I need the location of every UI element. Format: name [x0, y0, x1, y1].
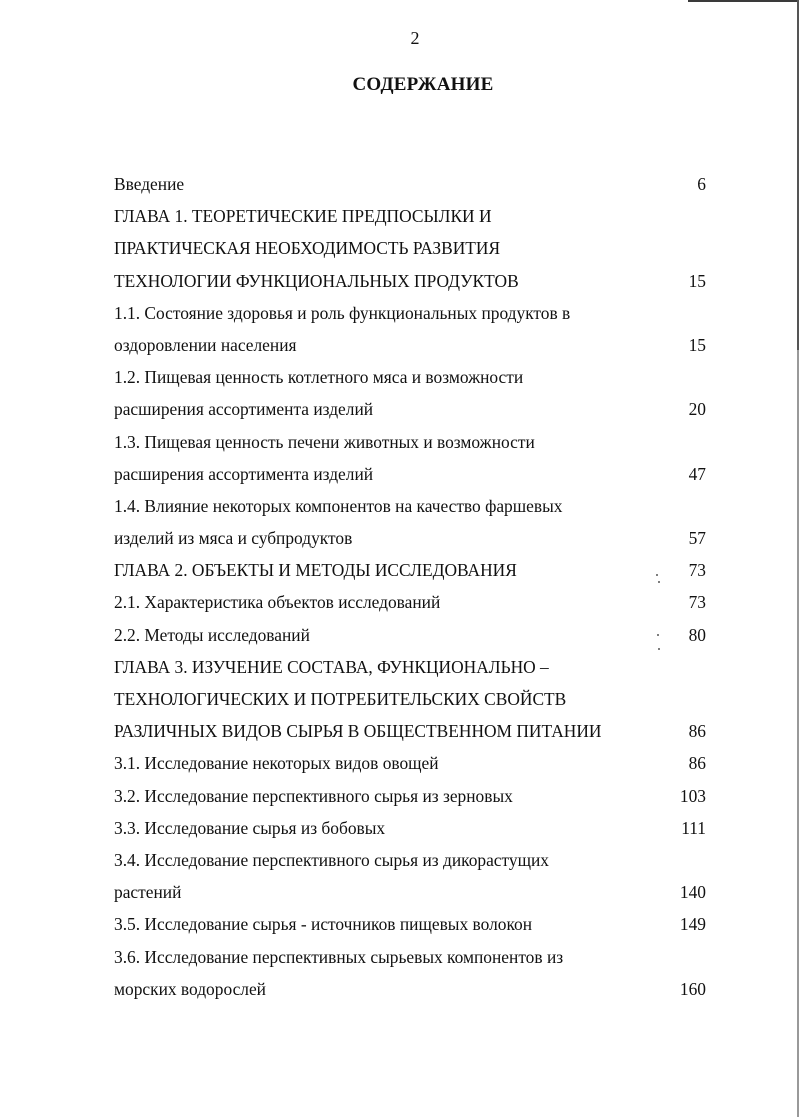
- toc-entry-text: 3.1. Исследование некоторых видов овощей: [114, 753, 439, 774]
- toc-entry-text: 3.5. Исследование сырья - источников пищевых волокон: [114, 914, 533, 935]
- scan-speck: [658, 581, 660, 583]
- toc-line: [114, 973, 706, 1005]
- toc-entry-text: 3.4. Исследование перспективного сырья из дикорастущих: [114, 849, 549, 870]
- toc-entry-text: изделий из мяса и субпродуктов: [114, 528, 353, 549]
- toc-line: [114, 941, 706, 973]
- toc-entry-text: 1.1. Состояние здоровья и роль функциональных продуктов в: [114, 302, 571, 323]
- toc-entry-text: ПРАКТИЧЕСКАЯ НЕОБХОДИМОСТЬ РАЗВИТИЯ: [114, 238, 501, 259]
- toc-page-number: 103: [679, 785, 706, 806]
- toc-line: [114, 522, 706, 554]
- toc-line: [114, 876, 706, 908]
- toc-line: [114, 844, 706, 876]
- toc-page-number: 149: [679, 914, 706, 935]
- toc-entry-text: морских водорослей: [114, 978, 266, 999]
- toc-entry-text: ГЛАВА 1. ТЕОРЕТИЧЕСКИЕ ПРЕДПОСЫЛКИ И: [114, 206, 492, 227]
- toc-entry-text: оздоровлении населения: [114, 334, 297, 355]
- toc-line: [114, 426, 706, 458]
- toc-line: [114, 297, 706, 329]
- toc-line: [114, 361, 706, 393]
- toc-page-number: 15: [688, 270, 706, 291]
- toc-entry-text: 1.2. Пищевая ценность котлетного мяса и возможности: [114, 367, 524, 388]
- toc-line: [114, 586, 706, 618]
- toc-page-number: 86: [688, 721, 706, 742]
- table-of-contents: [114, 168, 706, 1005]
- toc-entry-text: 2.2. Методы исследований: [114, 624, 310, 645]
- scan-speck: [658, 648, 660, 650]
- page-title: СОДЕРЖАНИЕ: [352, 74, 494, 95]
- toc-page-number: 80: [688, 624, 706, 645]
- toc-line: [114, 232, 706, 264]
- toc-line: [114, 715, 706, 747]
- scan-speck: [657, 634, 659, 636]
- toc-entry-text: 2.1. Характеристика объектов исследований: [114, 592, 441, 613]
- toc-line: [114, 780, 706, 812]
- toc-entry-text: 3.6. Исследование перспективных сырьевых компонентов из: [114, 946, 564, 967]
- toc-entry-text: ГЛАВА 2. ОБЪЕКТЫ И МЕТОДЫ ИССЛЕДОВАНИЯ: [114, 560, 517, 581]
- toc-line: [114, 200, 706, 232]
- scan-speck: [656, 574, 658, 576]
- toc-page-number: 111: [681, 817, 706, 838]
- toc-line: [114, 168, 706, 200]
- toc-page-number: 6: [697, 174, 706, 194]
- page-number: 2: [410, 28, 420, 48]
- toc-line: [114, 747, 706, 779]
- toc-line: [114, 908, 706, 940]
- toc-entry-text: расширения ассортимента изделий: [114, 463, 374, 484]
- toc-page-number: 73: [688, 592, 706, 613]
- toc-page-number: 15: [688, 334, 706, 355]
- toc-line: [114, 812, 706, 844]
- toc-page-number: 57: [688, 528, 706, 549]
- toc-entry-text: ТЕХНОЛОГИИ ФУНКЦИОНАЛЬНЫХ ПРОДУКТОВ: [114, 270, 519, 291]
- toc-line: [114, 683, 706, 715]
- toc-entry-text: растений: [114, 882, 182, 903]
- toc-entry-text: расширения ассортимента изделий: [114, 399, 374, 420]
- toc-page-number: 47: [688, 463, 706, 484]
- toc-entry-text: Введение: [114, 174, 185, 194]
- toc-line: [114, 393, 706, 425]
- toc-line: [114, 651, 706, 683]
- toc-page-number: 160: [679, 978, 706, 999]
- toc-line: [114, 458, 706, 490]
- toc-page-number: 140: [679, 882, 706, 903]
- toc-line: [114, 329, 706, 361]
- toc-entry-text: 3.2. Исследование перспективного сырья из зерновых: [114, 785, 513, 806]
- scan-border-top: [688, 0, 799, 2]
- toc-line: [114, 265, 706, 297]
- toc-entry-text: РАЗЛИЧНЫХ ВИДОВ СЫРЬЯ В ОБЩЕСТВЕННОМ ПИТАНИИ: [114, 721, 602, 742]
- toc-page-number: 73: [688, 560, 706, 581]
- toc-line: [114, 619, 706, 651]
- toc-entry-text: 1.4. Влияние некоторых компонентов на качество фаршевых: [114, 495, 563, 516]
- toc-page-number: 86: [688, 753, 706, 774]
- toc-entry-text: 3.3. Исследование сырья из бобовых: [114, 817, 386, 838]
- toc-entry-text: ГЛАВА 3. ИЗУЧЕНИЕ СОСТАВА, ФУНКЦИОНАЛЬНО –: [114, 656, 549, 677]
- toc-line: [114, 554, 706, 586]
- toc-line: [114, 490, 706, 522]
- toc-entry-text: ТЕХНОЛОГИЧЕСКИХ И ПОТРЕБИТЕЛЬСКИХ СВОЙСТВ: [114, 689, 567, 709]
- toc-entry-text: 1.3. Пищевая ценность печени животных и возможности: [114, 431, 535, 452]
- toc-page-number: 20: [688, 399, 706, 420]
